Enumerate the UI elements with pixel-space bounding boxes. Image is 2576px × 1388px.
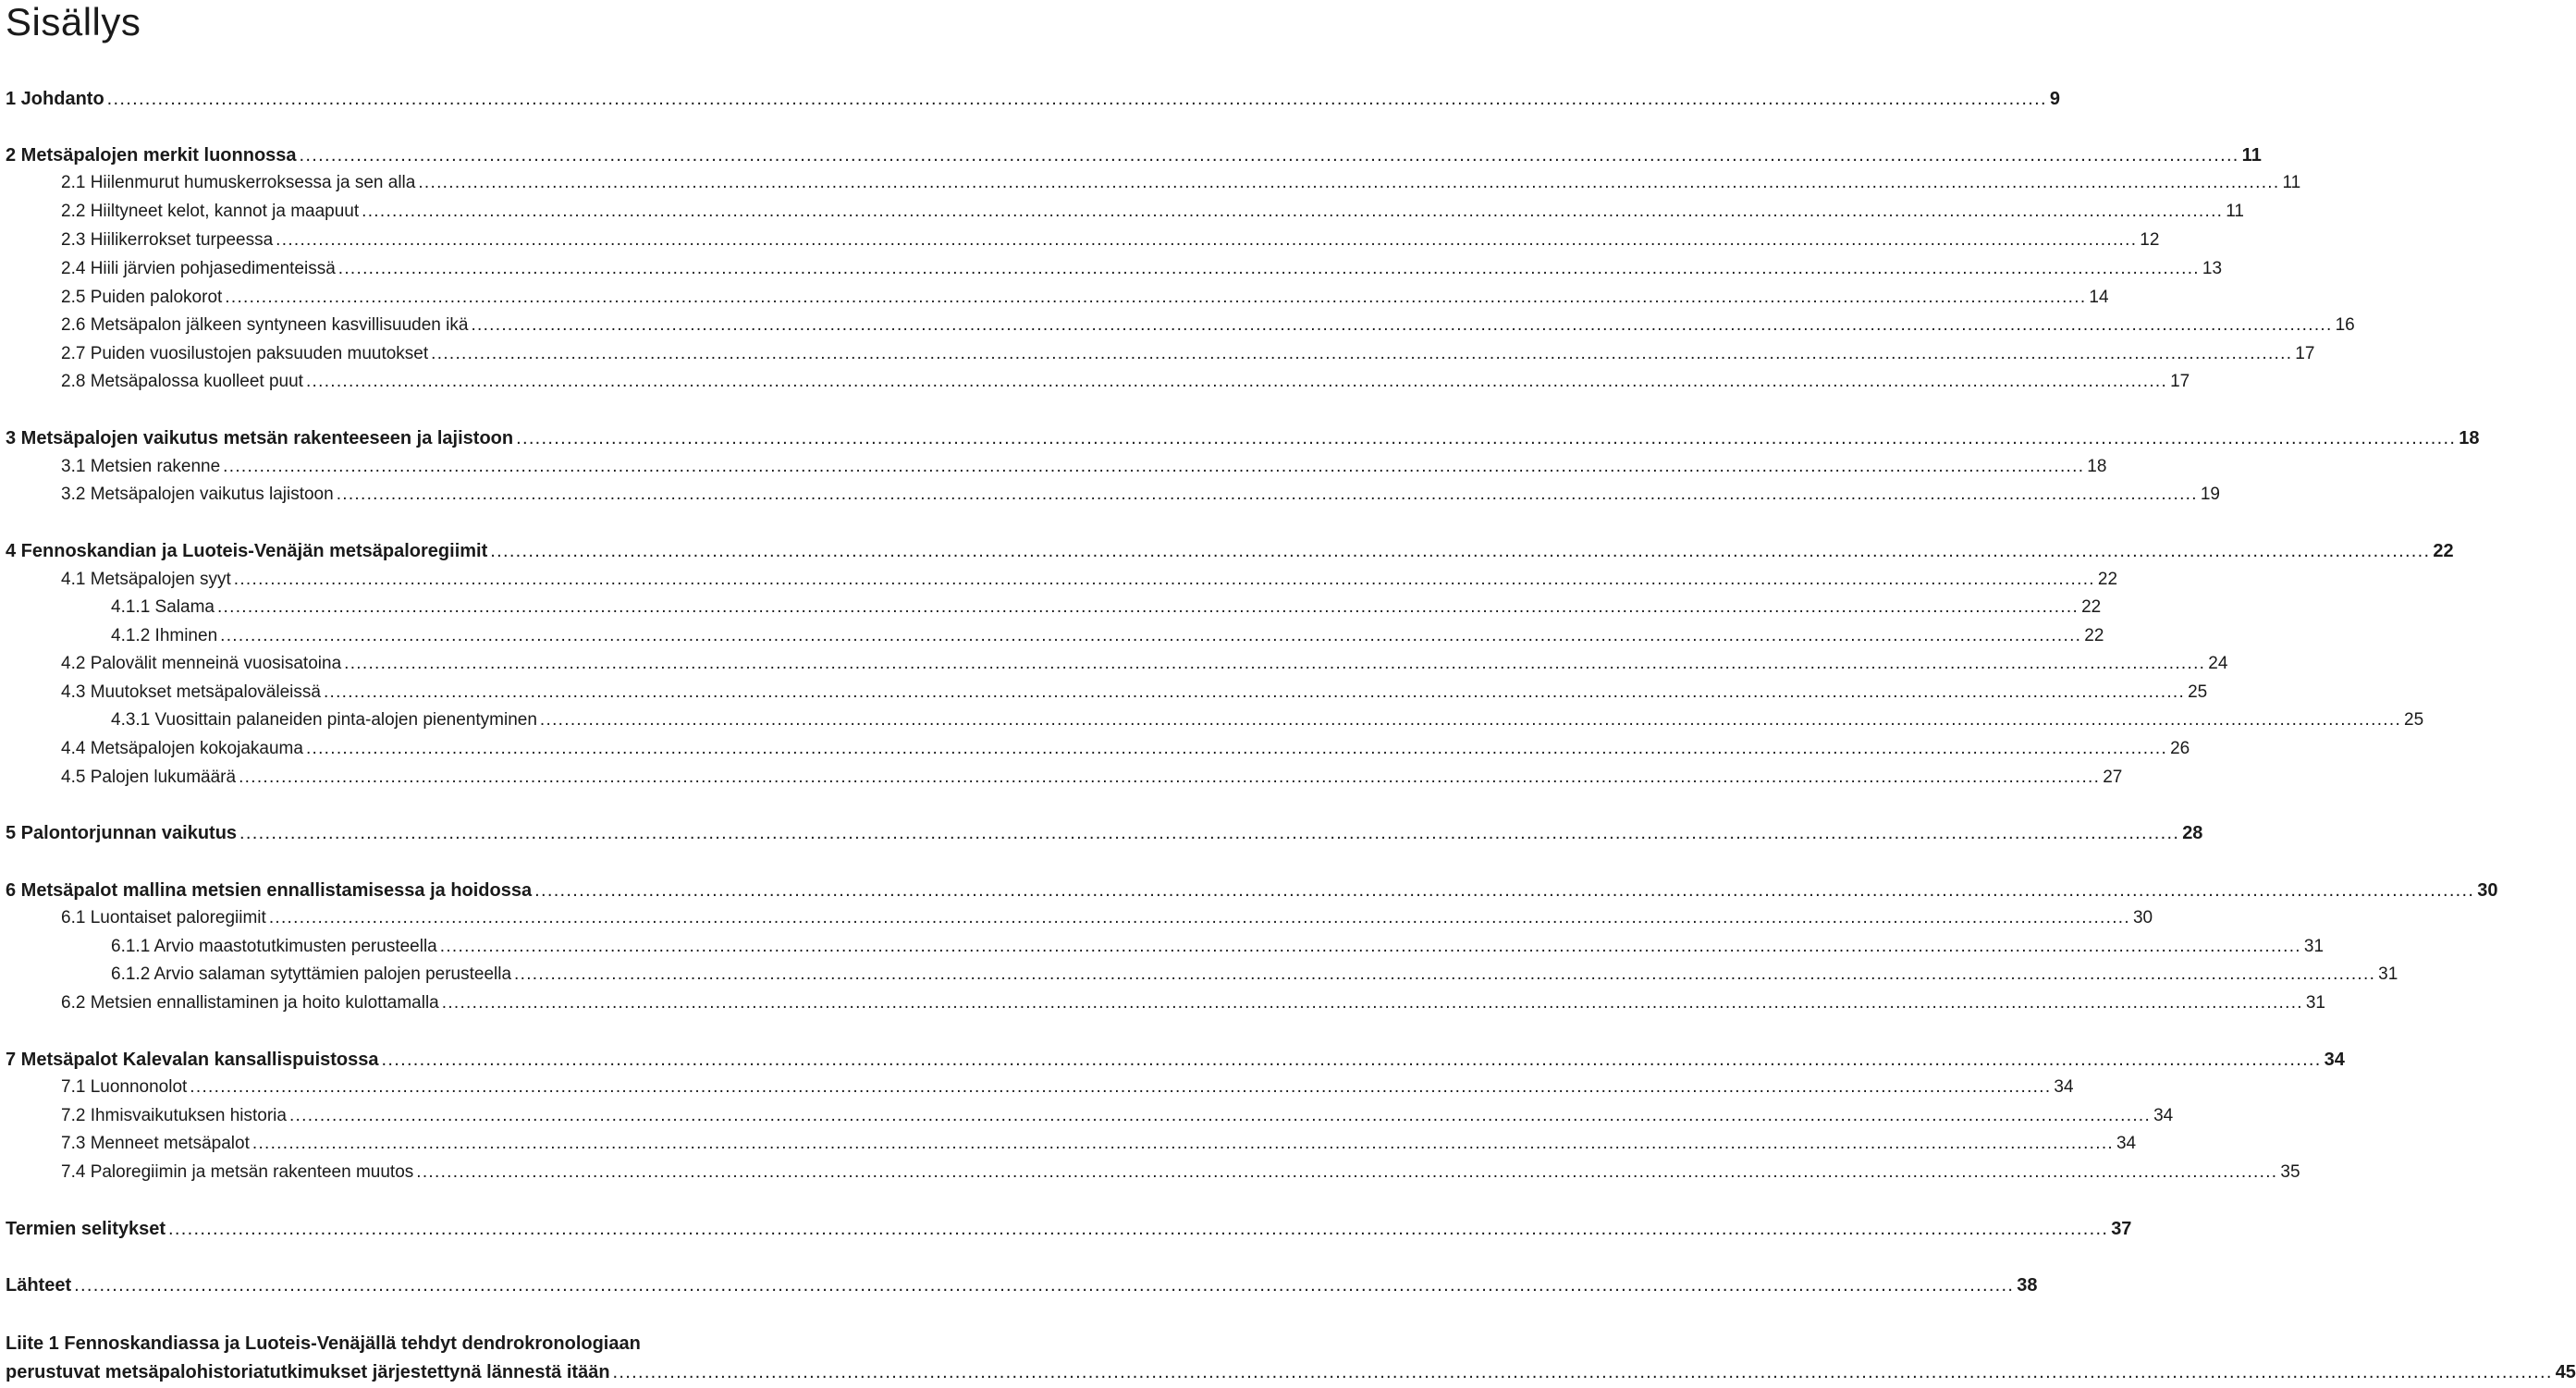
toc-entry-label: 4.2 Palovälit menneinä vuosisatoina <box>61 654 342 673</box>
toc-entry[interactable] <box>6 993 2325 1013</box>
toc-entry-page-number: 22 <box>2084 626 2104 645</box>
toc-entry[interactable] <box>6 908 2153 928</box>
toc-entry-page-number: 17 <box>2295 344 2315 363</box>
toc-entry-label: 4.1.1 Salama <box>111 597 215 617</box>
toc-dot-leader: .................................................................................................................................................................................................................................................................................................................. <box>539 710 2402 730</box>
toc-dot-leader: .................................................................................................................................................................................................................................................................................................................. <box>612 1362 2553 1382</box>
toc-dot-leader: .................................................................................................................................................................................................................................................................................................................. <box>323 682 2186 702</box>
toc-entry[interactable] <box>6 880 2498 902</box>
toc-entry-label: 7.1 Luonnonolot <box>61 1077 188 1097</box>
toc-entry-page-number: 16 <box>2335 315 2355 335</box>
toc-entry-page-number: 12 <box>2140 230 2160 250</box>
toc-dot-leader: .................................................................................................................................................................................................................................................................................................................. <box>418 173 2280 192</box>
toc-entry-page-number: 11 <box>2226 202 2244 221</box>
toc-entry-page-number: 11 <box>2241 145 2262 166</box>
toc-entry[interactable] <box>6 626 2104 646</box>
toc-entry-page-number: 38 <box>2017 1275 2038 1296</box>
toc-entry-page-number: 30 <box>2477 880 2498 901</box>
toc-entry-page-number: 34 <box>2116 1134 2137 1153</box>
toc-dot-leader: .................................................................................................................................................................................................................................................................................................................. <box>381 1050 2322 1070</box>
toc-entry-label: 2 Metsäpalojen merkit luonnossa <box>6 145 297 166</box>
toc-dot-leader: .................................................................................................................................................................................................................................................................................................................. <box>416 1162 2278 1182</box>
toc-entry[interactable] <box>6 1050 2345 1071</box>
toc-entry-label: 6 Metsäpalot mallina metsien ennallistamisessa ja hoidossa <box>6 880 533 901</box>
toc-dot-leader: .................................................................................................................................................................................................................................................................................................................. <box>362 202 2224 221</box>
toc-dot-leader: .................................................................................................................................................................................................................................................................................................................. <box>276 230 2138 250</box>
toc-entry[interactable] <box>6 1134 2137 1154</box>
toc-entry-label: Termien selitykset <box>6 1219 166 1239</box>
toc-entry[interactable] <box>6 173 2301 193</box>
toc-dot-leader: .................................................................................................................................................................................................................................................................................................................. <box>336 485 2198 504</box>
toc-dot-leader: .................................................................................................................................................................................................................................................................................................................. <box>251 1134 2114 1153</box>
toc-dot-leader: .................................................................................................................................................................................................................................................................................................................. <box>305 739 2168 758</box>
toc-entry[interactable] <box>6 344 2315 364</box>
toc-dot-leader: .................................................................................................................................................................................................................................................................................................................. <box>233 570 2095 589</box>
toc-entry-appendix[interactable] <box>6 1330 2576 1387</box>
toc-entry-page-number: 34 <box>2054 1077 2074 1097</box>
toc-entry-label: 2.2 Hiiltyneet kelot, kannot ja maapuut <box>61 202 360 221</box>
toc-entry-label: 7 Metsäpalot Kalevalan kansallispuistossa <box>6 1050 379 1070</box>
toc-entry-label: Lähteet <box>6 1275 72 1296</box>
toc-entry[interactable] <box>6 457 2107 477</box>
toc-entry-label: 1 Johdanto <box>6 89 104 109</box>
toc-dot-leader: .................................................................................................................................................................................................................................................................................................................. <box>288 1106 2152 1125</box>
toc-entry-page-number: 34 <box>2324 1050 2345 1070</box>
toc-entry-appendix-line1: Liite 1 Fennoskandiassa ja Luoteis-Venäjällä tehdyt dendrokronologiaan <box>6 1333 641 1354</box>
toc-entry[interactable] <box>6 964 2398 985</box>
toc-entry-label: 2.5 Puiden palokorot <box>61 288 223 307</box>
toc-entry[interactable] <box>6 541 2454 562</box>
toc-entry-page-number: 35 <box>2280 1162 2300 1182</box>
toc-entry-page-number: 9 <box>2049 89 2060 109</box>
toc-entry-page-number: 24 <box>2208 654 2228 673</box>
toc-entry-label: 7.3 Menneet metsäpalot <box>61 1134 250 1153</box>
toc-entry[interactable] <box>6 768 2123 788</box>
toc-entry-label: 4 Fennoskandian ja Luoteis-Venäjän metsäpaloregiimit <box>6 541 488 561</box>
toc-entry[interactable] <box>6 1106 2174 1126</box>
toc-entry-label: 2.6 Metsäpalon jälkeen syntyneen kasvillisuuden ikä <box>61 315 469 335</box>
toc-entry-label: 5 Palontorjunnan vaikutus <box>6 823 238 843</box>
toc-entry-page-number: 14 <box>2089 288 2109 307</box>
toc-entry-page-number: 22 <box>2097 570 2118 589</box>
toc-entry-page-number: 19 <box>2200 485 2220 504</box>
toc-entry-page-number: 37 <box>2111 1219 2132 1239</box>
toc-entry-page-number: 11 <box>2282 173 2301 192</box>
toc-entry-page-number: 45 <box>2555 1362 2576 1382</box>
toc-dot-leader: .................................................................................................................................................................................................................................................................................................................. <box>106 89 2047 109</box>
toc-entry[interactable] <box>6 89 2060 110</box>
toc-entry-label: 2.4 Hiili järvien pohjasedimenteissä <box>61 259 336 278</box>
toc-entry-page-number: 31 <box>2378 964 2398 984</box>
toc-dot-leader: .................................................................................................................................................................................................................................................................................................................. <box>239 823 2180 843</box>
toc-entry-page-number: 18 <box>2459 428 2480 448</box>
toc-dot-leader: .................................................................................................................................................................................................................................................................................................................. <box>168 1219 2109 1239</box>
toc-entry[interactable] <box>6 145 2262 166</box>
toc-entry[interactable] <box>6 1219 2132 1240</box>
toc-dot-leader: .................................................................................................................................................................................................................................................................................................................. <box>439 937 2301 956</box>
toc-entry-page-number: 17 <box>2170 372 2190 391</box>
toc-entry-label: 2.3 Hiilikerrokset turpeessa <box>61 230 274 250</box>
toc-entry-label: 2.7 Puiden vuosilustojen paksuuden muutokset <box>61 344 429 363</box>
toc-dot-leader: .................................................................................................................................................................................................................................................................................................................. <box>305 372 2168 391</box>
toc-entry-label: 3 Metsäpalojen vaikutus metsän rakenteeseen ja lajistoon <box>6 428 514 448</box>
toc-dot-leader: .................................................................................................................................................................................................................................................................................................................. <box>490 541 2431 561</box>
toc-entry[interactable] <box>6 654 2228 674</box>
page-title: Sisällys <box>6 0 141 43</box>
toc-entry-label: 7.2 Ihmisvaikutuksen historia <box>61 1106 287 1125</box>
toc-dot-leader: .................................................................................................................................................................................................................................................................................................................. <box>441 993 2303 1013</box>
toc-entry-label: 6.1 Luontaiset paloregiimit <box>61 908 266 927</box>
toc-entry-page-number: 25 <box>2188 682 2208 702</box>
toc-dot-leader: .................................................................................................................................................................................................................................................................................................................. <box>223 457 2085 476</box>
toc-entry[interactable] <box>6 1162 2300 1183</box>
toc-entry[interactable] <box>6 570 2118 590</box>
toc-entry[interactable] <box>6 682 2208 703</box>
toc-entry-label: 6.2 Metsien ennallistaminen ja hoito kulottamalla <box>61 993 439 1013</box>
toc-entry-page-number: 28 <box>2182 823 2203 843</box>
toc-dot-leader: .................................................................................................................................................................................................................................................................................................................. <box>431 344 2293 363</box>
toc-entry[interactable] <box>6 485 2220 505</box>
toc-dot-leader: .................................................................................................................................................................................................................................................................................................................. <box>74 1275 2015 1296</box>
toc-entry[interactable] <box>6 1077 2074 1098</box>
toc-dot-leader: .................................................................................................................................................................................................................................................................................................................. <box>216 597 2079 617</box>
toc-dot-leader: .................................................................................................................................................................................................................................................................................................................. <box>471 315 2333 335</box>
toc-entry-page-number: 26 <box>2170 739 2190 758</box>
toc-entry-page-number: 18 <box>2087 457 2107 476</box>
toc-dot-leader: .................................................................................................................................................................................................................................................................................................................. <box>337 259 2200 278</box>
toc-entry-label: 6.1.1 Arvio maastotutkimusten perusteella <box>111 937 437 956</box>
toc-entry-label: 2.8 Metsäpalossa kuolleet puut <box>61 372 303 391</box>
toc-entry[interactable] <box>6 823 2203 844</box>
toc-entry[interactable] <box>6 202 2244 222</box>
toc-entry[interactable] <box>6 1275 2038 1296</box>
toc-entry-page-number: 27 <box>2103 768 2123 787</box>
toc-dot-leader: .................................................................................................................................................................................................................................................................................................................. <box>225 288 2087 307</box>
toc-entry[interactable] <box>6 230 2160 251</box>
toc-dot-leader: .................................................................................................................................................................................................................................................................................................................. <box>299 145 2239 166</box>
toc-entry-page-number: 22 <box>2081 597 2102 617</box>
toc-dot-leader: .................................................................................................................................................................................................................................................................................................................. <box>516 428 2457 448</box>
toc-entry-label: 4.1.2 Ihminen <box>111 626 218 645</box>
toc-entry[interactable] <box>6 288 2109 308</box>
toc-entry-page-number: 25 <box>2404 710 2424 730</box>
toc-entry-label: 6.1.2 Arvio salaman sytyttämien palojen perusteella <box>111 964 512 984</box>
toc-entry-page-number: 31 <box>2303 937 2325 956</box>
toc-entry-label: 7.4 Paloregiimin ja metsän rakenteen muutos <box>61 1162 414 1182</box>
toc-entry-label: 3.2 Metsäpalojen vaikutus lajistoon <box>61 485 334 504</box>
toc-entry[interactable] <box>6 739 2190 759</box>
toc-dot-leader: .................................................................................................................................................................................................................................................................................................................. <box>534 880 2475 901</box>
toc-entry[interactable] <box>6 259 2223 279</box>
toc-entry-page-number: 31 <box>2305 993 2325 1013</box>
toc-entry-page-number: 34 <box>2153 1106 2174 1125</box>
toc-entry[interactable] <box>6 372 2190 392</box>
toc-entry-label: 4.5 Palojen lukumäärä <box>61 768 237 787</box>
toc-entry-label: 4.3 Muutokset metsäpaloväleissä <box>61 682 321 702</box>
toc-entry-label: 2.1 Hiilenmurut humuskerroksessa ja sen alla <box>61 173 416 192</box>
toc-entry-label: 3.1 Metsien rakenne <box>61 457 221 476</box>
toc-dot-leader: .................................................................................................................................................................................................................................................................................................................. <box>190 1077 2052 1097</box>
toc-entry-page-number: 13 <box>2202 259 2223 278</box>
toc-entry-label: 4.1 Metsäpalojen syyt <box>61 570 231 589</box>
toc-entry-label: 4.4 Metsäpalojen kokojakauma <box>61 739 303 758</box>
toc-dot-leader: .................................................................................................................................................................................................................................................................................................................. <box>268 908 2130 927</box>
toc-entry-label: 4.3.1 Vuosittain palaneiden pinta-alojen pienentyminen <box>111 710 537 730</box>
toc-dot-leader: .................................................................................................................................................................................................................................................................................................................. <box>220 626 2082 645</box>
toc-entry-page-number: 22 <box>2433 541 2454 561</box>
toc-entry-page-number: 30 <box>2132 908 2153 927</box>
toc-entry[interactable] <box>6 937 2325 957</box>
toc-dot-leader: .................................................................................................................................................................................................................................................................................................................. <box>514 964 2376 984</box>
toc-entry[interactable] <box>6 710 2424 731</box>
toc-dot-leader: .................................................................................................................................................................................................................................................................................................................. <box>239 768 2101 787</box>
toc-entry[interactable] <box>6 597 2102 618</box>
toc-entry[interactable] <box>6 428 2480 449</box>
toc-dot-leader: .................................................................................................................................................................................................................................................................................................................. <box>344 654 2206 673</box>
toc-entry[interactable] <box>6 315 2355 336</box>
toc-entry-appendix-line2: perustuvat metsäpalohistoriatutkimukset järjestettynä lännestä itään <box>6 1362 610 1382</box>
